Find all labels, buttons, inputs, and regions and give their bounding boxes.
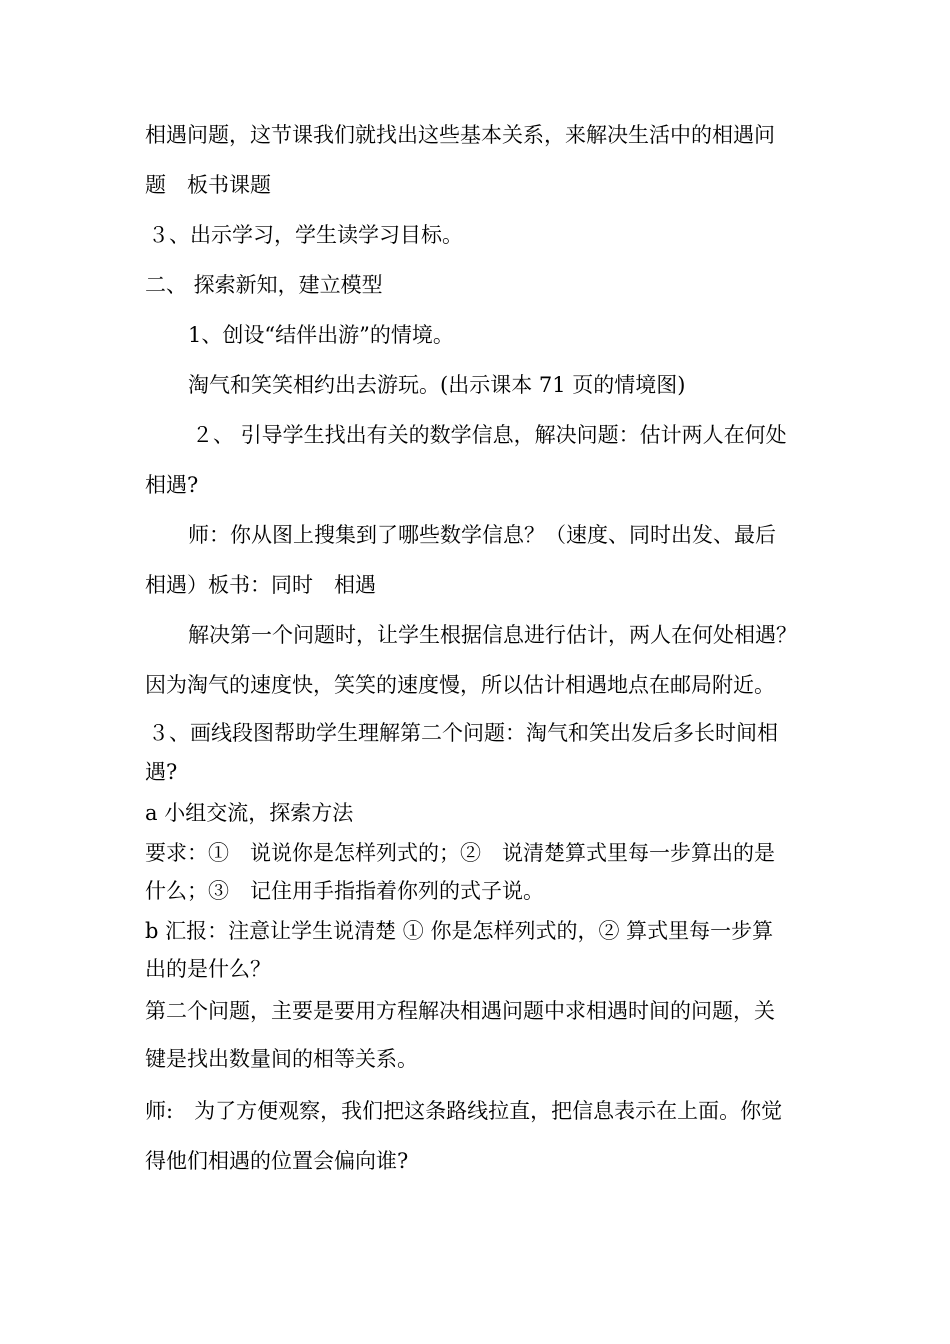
text-line-22: 师: 为了方便观察，我们把这条路线拉直，把信息表示在上面。你觉 — [145, 1099, 783, 1123]
text-line-8: 相遇? — [145, 473, 199, 497]
text-line-15: a 小组交流，探索方法 — [145, 801, 354, 825]
text-line-14: 遇? — [145, 760, 178, 784]
section-heading: 二、 探索新知，建立模型 — [145, 273, 383, 297]
text-line-6: 淘气和笑笑相约出去游玩。(出示课本 71 页的情境图) — [188, 373, 686, 397]
text-line-21: 键是找出数量间的相等关系。 — [145, 1047, 418, 1071]
text-line-7: ２、 引导学生找出有关的数学信息，解决问题：估计两人在何处 — [192, 423, 787, 447]
text-line-3: ３、出示学习，学生读学习目标。 — [148, 223, 463, 247]
text-line-23: 得他们相遇的位置会偏向谁? — [145, 1149, 409, 1173]
text-line-20: 第二个问题，主要是要用方程解决相遇问题中求相遇时间的问题，关 — [145, 999, 775, 1023]
text-line-18: b 汇报：注意让学生说清楚 ① 你是怎样列式的，② 算式里每一步算 — [145, 919, 774, 943]
text-line-13: ３、画线段图帮助学生理解第二个问题：淘气和笑出发后多长时间相 — [148, 721, 778, 745]
text-line-10: 相遇）板书：同时 相遇 — [145, 573, 376, 597]
text-line-17: 什么；③ 记住用手指指着你列的式子说。 — [145, 879, 544, 903]
text-line-19: 出的是什么？ — [145, 957, 271, 981]
text-line-11: 解决第一个问题时，让学生根据信息进行估计，两人在何处相遇？ — [188, 623, 797, 647]
text-line-9: 师：你从图上搜集到了哪些数学信息？（速度、同时出发、最后 — [188, 523, 776, 547]
text-line-12: 因为淘气的速度快，笑笑的速度慢，所以估计相遇地点在邮局附近。 — [145, 673, 775, 697]
text-line-5: 1、创设“结伴出游”的情境。 — [188, 323, 454, 347]
text-line-16: 要求：① 说说你是怎样列式的；② 说清楚算式里每一步算出的是 — [145, 841, 775, 865]
text-line-2: 题 板书课题 — [145, 173, 271, 197]
text-line-1: 相遇问题，这节课我们就找出这些基本关系，来解决生活中的相遇问 — [145, 123, 775, 147]
